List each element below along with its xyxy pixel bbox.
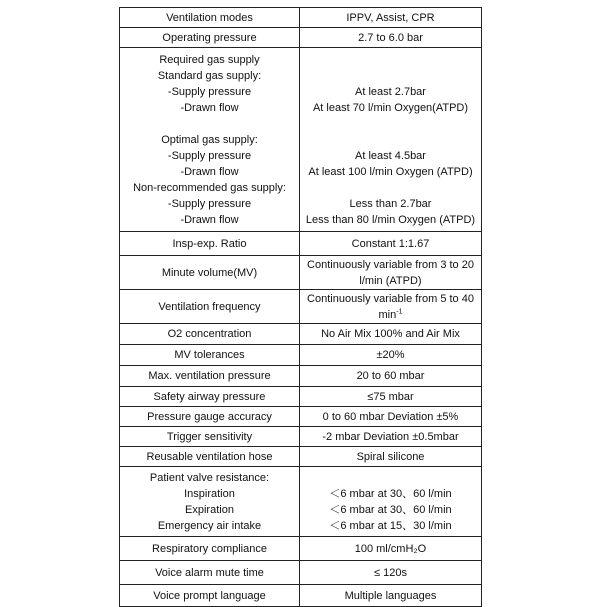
spec-label: Operating pressure — [120, 28, 300, 48]
spec-value: 20 to 60 mbar — [300, 366, 482, 387]
spec-value: Constant 1:1.67 — [300, 232, 482, 256]
table-row — [120, 407, 482, 427]
value-line: At least 4.5bar — [355, 149, 426, 162]
unit-exponent: -1 — [396, 307, 403, 315]
table-row — [120, 28, 482, 48]
value-line: At least 70 l/min Oxygen(ATPD) — [312, 101, 469, 114]
value-line: Less than 2.7bar — [349, 197, 432, 210]
spec-value — [300, 467, 482, 537]
line-spacer — [303, 116, 478, 132]
label-line: Expiration — [185, 503, 234, 516]
table-row — [120, 345, 482, 366]
label-line: -Supply pressure — [167, 197, 252, 210]
spec-label — [120, 467, 300, 537]
value-line: l/min (ATPD) — [359, 274, 422, 287]
table-row — [120, 256, 482, 290]
table-row — [120, 387, 482, 407]
spec-value: Multiple languages — [300, 585, 482, 607]
line-spacer — [303, 52, 478, 68]
spec-table — [119, 7, 482, 607]
spec-label: Respiratory compliance — [120, 537, 300, 561]
spec-label: Safety airway pressure — [120, 387, 300, 407]
table-row — [120, 48, 482, 232]
line-spacer — [123, 116, 296, 132]
table-row — [120, 427, 482, 447]
table-row — [120, 8, 482, 28]
value-line: Less than 80 l/min Oxygen (ATPD) — [305, 213, 476, 226]
table-row — [120, 561, 482, 585]
label-line: -Supply pressure — [167, 85, 252, 98]
label-line: -Drawn flow — [180, 165, 239, 178]
spec-label: Ventilation frequency — [120, 290, 300, 324]
spec-value: Spiral silicone — [300, 447, 482, 467]
table-row — [120, 467, 482, 537]
value-line: Continuously variable from 5 to 40 — [307, 292, 474, 305]
label-line: Optimal gas supply: — [161, 133, 258, 146]
value-line: Continuously variable from 3 to 20 — [307, 258, 474, 271]
label-line: Required gas supply — [159, 53, 260, 66]
line-spacer — [303, 132, 478, 148]
spec-value: 2.7 to 6.0 bar — [300, 28, 482, 48]
table-row — [120, 537, 482, 561]
table-row — [120, 585, 482, 607]
spec-value: ≤75 mbar — [300, 387, 482, 407]
line-spacer — [303, 180, 478, 196]
spec-value: No Air Mix 100% and Air Mix — [300, 324, 482, 345]
spec-value: ≤ 120s — [300, 561, 482, 585]
label-line: Emergency air intake — [157, 519, 262, 532]
label-line: Inspiration — [184, 487, 235, 500]
unit-text: min — [378, 308, 397, 321]
spec-label: MV tolerances — [120, 345, 300, 366]
spec-value: IPPV, Assist, CPR — [300, 8, 482, 28]
line-spacer — [303, 68, 478, 84]
table-row — [120, 447, 482, 467]
label-line: -Supply pressure — [167, 149, 252, 162]
table-row — [120, 366, 482, 387]
value-line: ＜6 mbar at 30、60 l/min — [329, 487, 452, 500]
value-line: At least 2.7bar — [355, 85, 426, 98]
spec-label: Max. ventilation pressure — [120, 366, 300, 387]
table-row — [120, 324, 482, 345]
spec-label: O2 concentration — [120, 324, 300, 345]
spec-value: 0 to 60 mbar Deviation ±5% — [300, 407, 482, 427]
spec-label: Insp-exp. Ratio — [120, 232, 300, 256]
spec-value: ±20% — [300, 345, 482, 366]
spec-label: Ventilation modes — [120, 8, 300, 28]
value-line: ＜6 mbar at 15、30 l/min — [329, 519, 452, 532]
value-line: At least 100 l/min Oxygen (ATPD) — [308, 165, 473, 178]
spec-label: Trigger sensitivity — [120, 427, 300, 447]
spec-label: Reusable ventilation hose — [120, 447, 300, 467]
spec-label: Voice prompt language — [120, 585, 300, 607]
table-row — [120, 290, 482, 324]
label-line: Patient valve resistance: — [149, 471, 270, 484]
spec-value — [300, 290, 482, 324]
spec-label: Minute volume(MV) — [120, 256, 300, 290]
spec-label: Voice alarm mute time — [120, 561, 300, 585]
label-line: Non-recommended gas supply: — [133, 181, 286, 194]
spec-value: -2 mbar Deviation ±0.5mbar — [300, 427, 482, 447]
spec-value — [300, 256, 482, 290]
spec-label — [120, 48, 300, 232]
spec-label: Pressure gauge accuracy — [120, 407, 300, 427]
spec-value: 100 ml/cmH₂O — [300, 537, 482, 561]
spec-value — [300, 48, 482, 232]
line-spacer — [303, 470, 478, 486]
label-line: -Drawn flow — [180, 101, 239, 114]
value-line: ＜6 mbar at 30、60 l/min — [329, 503, 452, 516]
label-line: Standard gas supply: — [157, 69, 262, 82]
value-line — [303, 307, 478, 323]
label-line: -Drawn flow — [180, 213, 239, 226]
table-row — [120, 232, 482, 256]
